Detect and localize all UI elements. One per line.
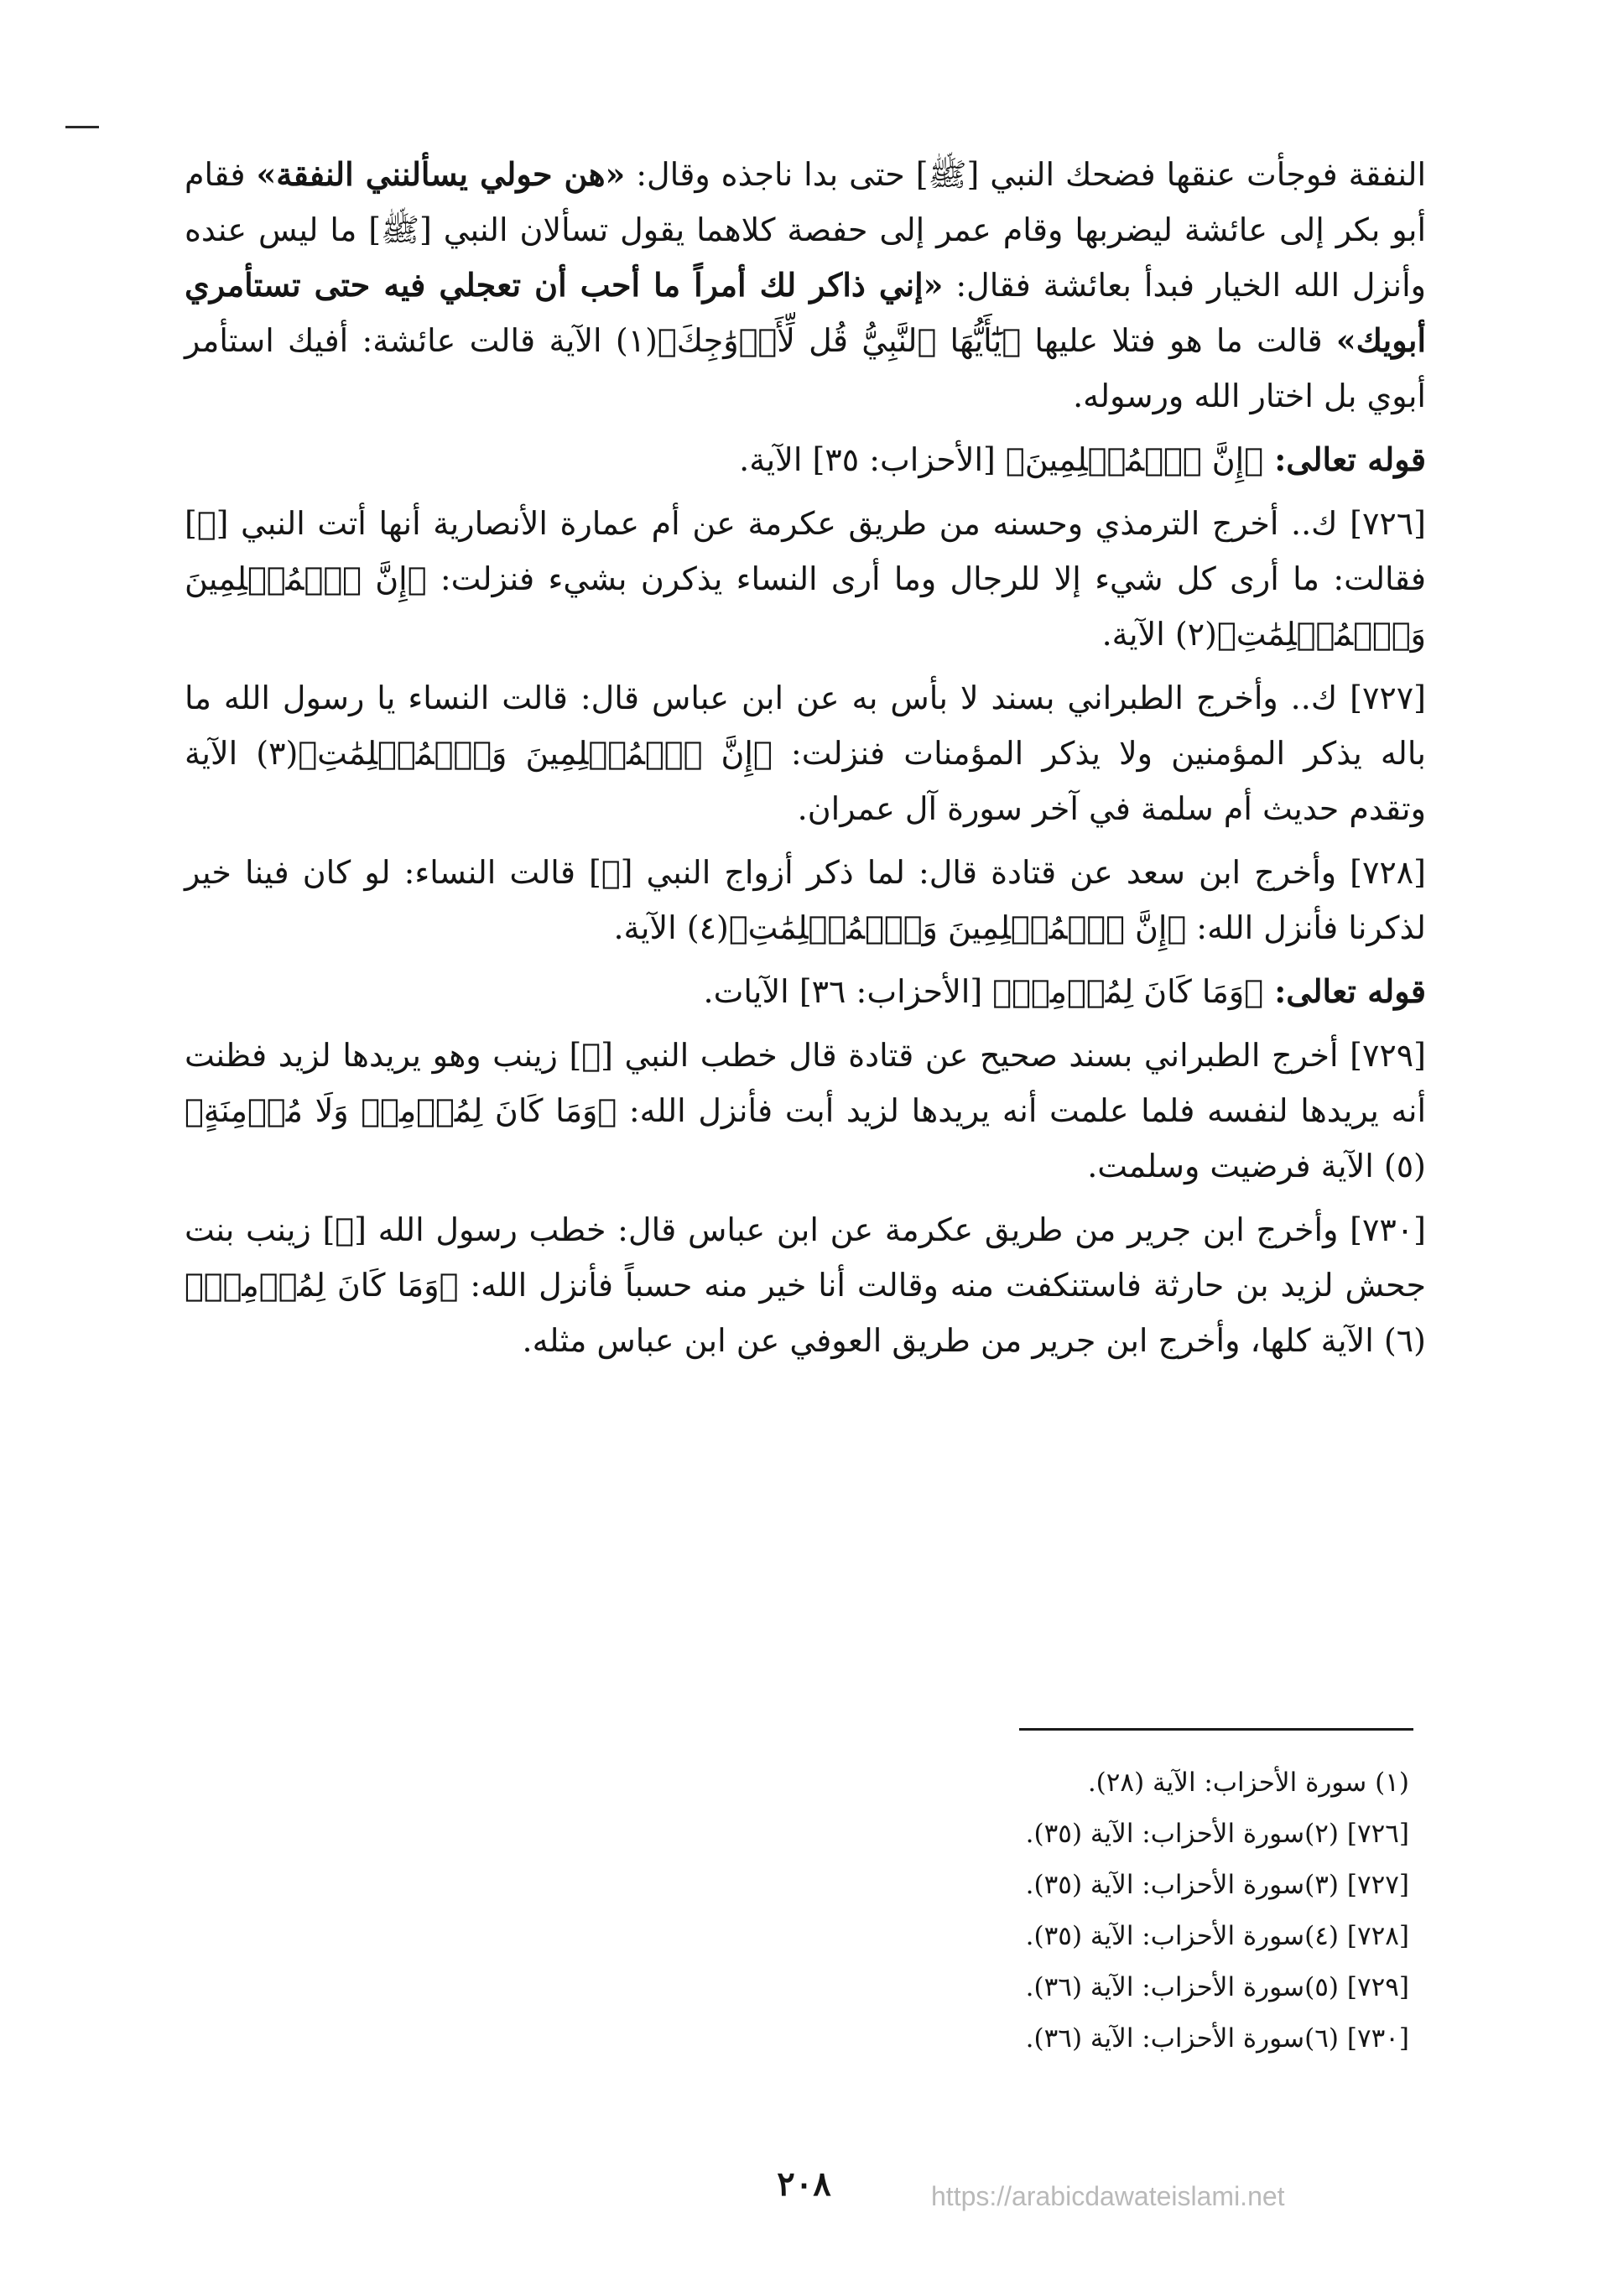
text-run: النفقة فوجأت عنقها فضحك النبي [ﷺ] حتى بدا ناجذه وقال:	[625, 156, 1426, 193]
text-run: فقام أبو بكر إلى عائشة ليضربها وقام عمر إلى حفصة كلاهما يقول تسألان النبي [ﷺ] ما ليس عنده وأنزل الله الخيار فبدأ بعائشة فقال:	[185, 156, 1426, 304]
text-paragraph	[185, 670, 1426, 836]
watermark-url: https://arabicdawateislami.net	[931, 2181, 1285, 2211]
text-paragraph	[185, 432, 1426, 487]
text-run: [٧٢٨] وأخرج ابن سعد عن قتادة قال: لما ذكر أزواج النبي [ﷺ] قالت النساء: لو كان فينا خير لذكرنا فأنزل الله: ﴿إِنَّ ٱلۡمُسۡلِمِينَ وَٱلۡمُسۡلِمَٰتِ﴾(٤) الآية.	[185, 854, 1426, 946]
text-run: [٧٢٦] ك.. أخرج الترمذي وحسنه من طريق عكرمة عن أم عمارة الأنصارية أنها أتت النبي [ﷺ] فقالت: ما أرى كل شيء إلا للرجال وما أرى النساء يذكرن بشيء فنزلت: ﴿إِنَّ ٱلۡمُسۡلِمِينَ وَٱلۡمُسۡلِمَٰتِ﴾(٢) الآية.	[185, 505, 1426, 653]
footnote: [٧٢٩] (٥)سورة الأحزاب: الآية (٣٦).	[1025, 1972, 1409, 2002]
text-run: [٧٣٠] وأخرج ابن جرير من طريق عكرمة عن ابن عباس قال: خطب رسول الله [ﷺ] زينب بنت جحش لزيد بن حارثة فاستنكفت منه وقالت أنا خير منه حسباً فأنزل الله: ﴿وَمَا كَانَ لِمُؤۡمِنٖ﴾(٦) الآية كلها، وأخرج ابن جرير من طريق العوفي عن ابن عباس مثله.	[185, 1211, 1426, 1359]
footnote-divider	[1019, 1728, 1413, 1731]
footnote: (١) سورة الأحزاب: الآية (٢٨).	[1087, 1768, 1409, 1798]
text-paragraph	[185, 496, 1426, 662]
footnotes	[839, 1757, 1409, 2064]
bold-text-run: «إني ذاكر لك أمراً ما أحب أن تعجلي فيه حتى تستأمري أبويك»	[185, 266, 1427, 359]
text-run: [٧٢٧] ك.. وأخرج الطبراني بسند لا بأس به عن ابن عباس قال: قالت النساء يا رسول الله ما باله يذكر المؤمنين ولا يذكر المؤمنات فنزلت: ﴿إِنَّ ٱلۡمُسۡلِمِينَ وَٱلۡمُسۡلِمَٰتِ﴾(٣) الآية وتقدم حديث أم سلمة في آخر سورة آل عمران.	[185, 679, 1426, 827]
text-paragraph	[185, 845, 1426, 955]
footnote: [٧٢٨] (٤)سورة الأحزاب: الآية (٣٥).	[1025, 1921, 1409, 1951]
text-run: ﴿وَمَا كَانَ لِمُؤۡمِنٖ﴾ [الأحزاب: ٣٦] الآيات.	[703, 973, 1264, 1010]
text-paragraph	[185, 147, 1426, 424]
page-number: ٢٠٨	[777, 2164, 831, 2204]
text-run: [٧٢٩] أخرج الطبراني بسند صحيح عن قتادة قال خطب النبي [ﷺ] زينب وهو يريدها لزيد فظنت أنه يريدها لنفسه فلما علمت أنه يريدها لزيد أبت فأنزل الله: ﴿وَمَا كَانَ لِمُؤۡمِنٖ وَلَا مُؤۡمِنَةٍ﴾(٥) الآية فرضيت وسلمت.	[185, 1037, 1426, 1184]
main-text	[185, 147, 1426, 1377]
bold-text-run: «هن حولي يسألنني النفقة»	[256, 155, 626, 193]
footnote: [٧٢٧] (٣)سورة الأحزاب: الآية (٣٥).	[1025, 1870, 1409, 1900]
text-paragraph	[185, 1202, 1426, 1368]
footnote: [٧٢٦] (٢)سورة الأحزاب: الآية (٣٥).	[1025, 1819, 1409, 1849]
scan-edge-mark	[65, 126, 99, 128]
bold-text-run: قوله تعالى:	[1263, 440, 1426, 478]
footnote: [٧٣٠] (٦)سورة الأحزاب: الآية (٣٦).	[1025, 2023, 1409, 2054]
text-paragraph	[185, 1028, 1426, 1194]
text-run: قالت ما هو فتلا عليها ﴿يَٰٓأَيُّهَا ٱلنَّبِيُّ قُل لِّأَزۡوَٰجِكَ﴾(١) الآية قالت عائشة: أفيك استأمر أبوي بل اختار الله ورسوله.	[185, 322, 1426, 414]
bold-text-run: قوله تعالى:	[1263, 972, 1426, 1010]
text-run: ﴿إِنَّ ٱلۡمُسۡلِمِينَ﴾ [الأحزاب: ٣٥] الآية.	[739, 441, 1264, 478]
text-paragraph	[185, 964, 1426, 1019]
